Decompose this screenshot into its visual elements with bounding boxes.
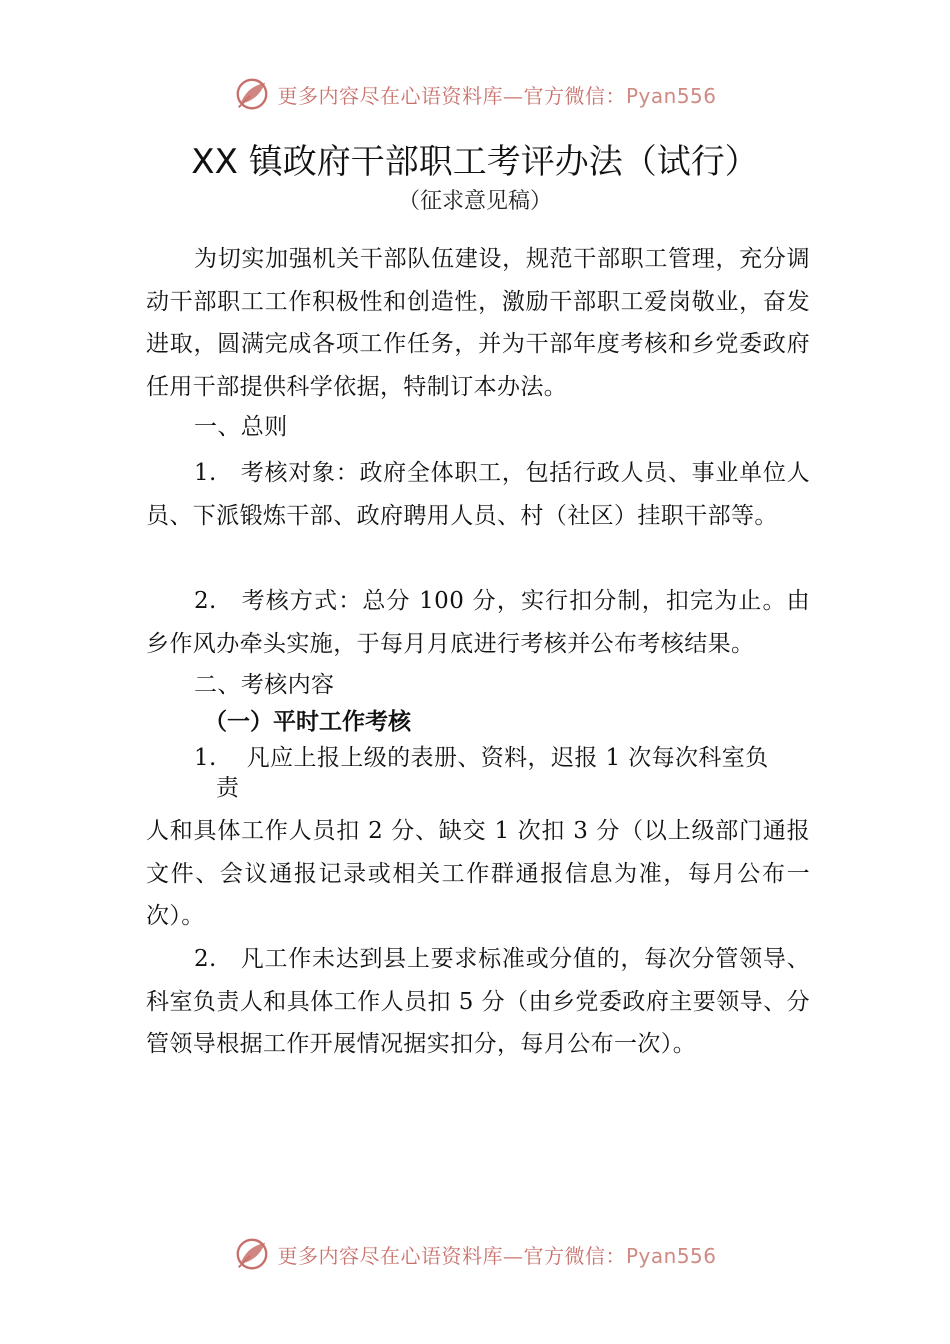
section-heading-content: 二、考核内容 <box>194 672 335 698</box>
leaf-logo-icon <box>233 1235 271 1273</box>
watermark-text: 更多内容尽在心语资料库—官方微信：Pyan556 <box>277 1243 717 1268</box>
watermark-text: 更多内容尽在心语资料库—官方微信：Pyan556 <box>277 83 717 108</box>
routine-item-1-first-line <box>194 742 769 774</box>
document-subtitle: （征求意见稿） <box>397 189 552 214</box>
watermark-footer <box>0 1232 950 1276</box>
leaf-logo-icon <box>233 75 271 113</box>
section-heading-general: 一、总则 <box>194 414 288 440</box>
document-title: XX 镇政府干部职工考评办法（试行） <box>191 142 759 182</box>
item-number: 1. <box>194 745 217 771</box>
routine-item-1-rest: 人和具体工作人员扣 2 分、缺交 1 次扣 3 分（以上级部门通报文件、会议通报记录或相关工作群通报信息为准，每月公布一次）。 <box>146 818 810 930</box>
general-item-2: 2. 考核方式：总分 100 分，实行扣分制，扣完为止。由乡作风办牵头实施，于每月月底进行考核并公布考核结果。 <box>146 588 810 657</box>
subsection-heading-routine: （一）平时工作考核 <box>204 709 411 735</box>
routine-item-2: 2. 凡工作未达到县上要求标准或分值的，每次分管领导、科室负责人和具体工作人员扣 5 分（由乡党委政府主要领导、分管领导根据工作开展情况据实扣分，每月公布一次）。 <box>146 946 810 1058</box>
item-text: 凡应上报上级的表册、资料，迟报 1 次每次科室负 <box>246 745 769 771</box>
routine-item-1-wrap: 责 <box>216 775 239 801</box>
intro-paragraph: 为切实加强机关干部队伍建设，规范干部职工管理，充分调动干部职工工作积极性和创造性，激励干部职工爱岗敬业，奋发进取，圆满完成各项工作任务，并为干部年度考核和乡党委政府任用干部提供科学依据，特制订本办法。 <box>146 246 810 400</box>
general-item-1: 1. 考核对象：政府全体职工，包括行政人员、事业单位人员、下派锻炼干部、政府聘用人员、村（社区）挂职干部等。 <box>146 460 810 529</box>
watermark-header <box>0 72 950 116</box>
